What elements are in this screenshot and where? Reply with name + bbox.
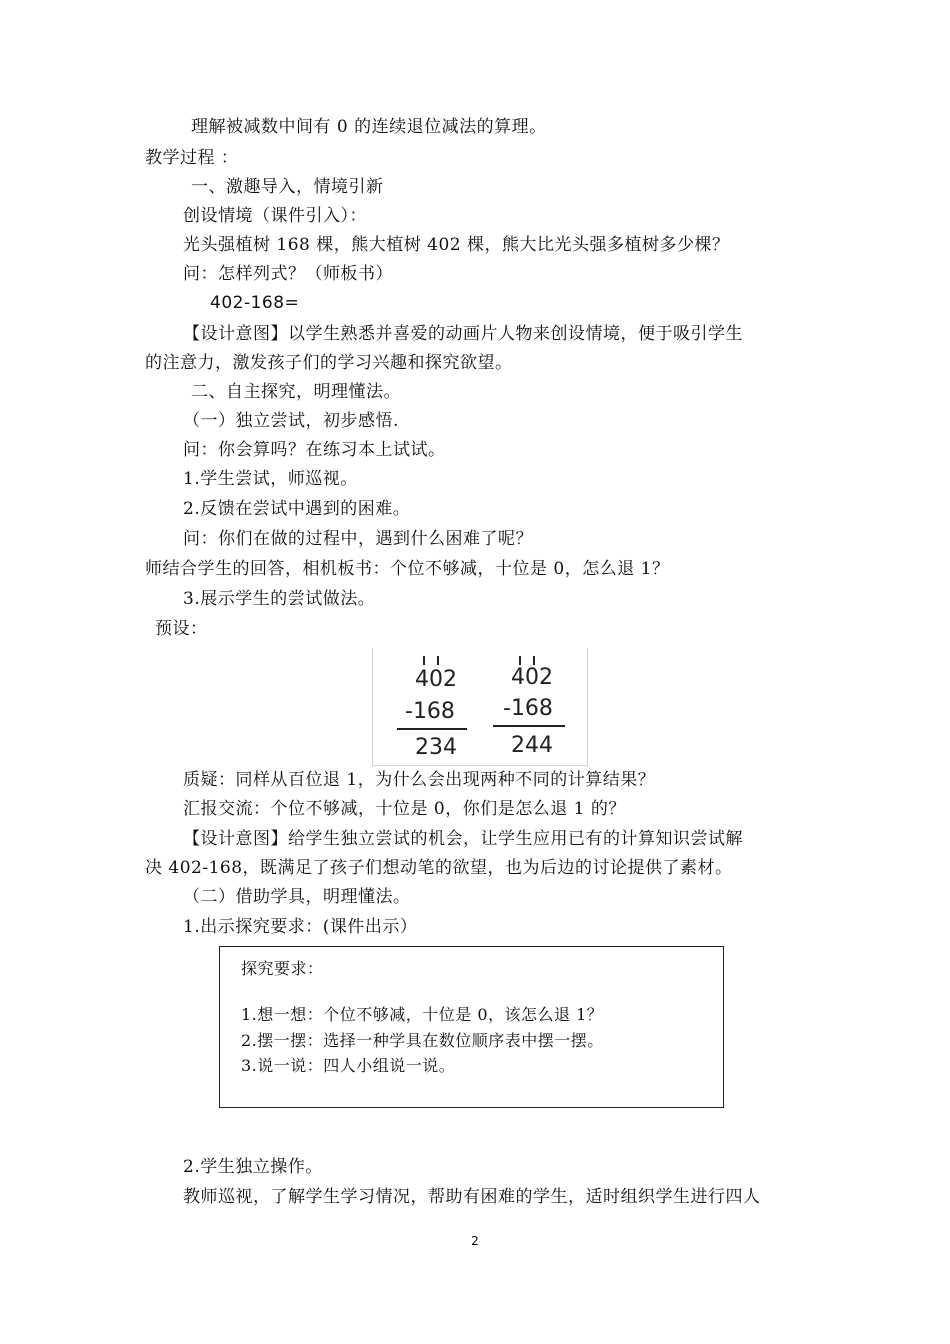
- text-line: 2.反馈在尝试中遇到的困难。: [183, 499, 411, 519]
- section-heading: 二、自主探究，明理懂法。: [191, 382, 401, 402]
- design-intent-cont: 决 402-168，既满足了孩子们想动笔的欲望，也为后边的讨论提供了素材。: [145, 858, 733, 878]
- requirement-item: 3.说一说：四人小组说一说。: [241, 1056, 456, 1075]
- section-heading: 教学过程 ：: [145, 148, 239, 168]
- section-heading: 一、激趣导入，情境引新: [191, 177, 384, 197]
- text-line: 创设情境（课件引入）：: [183, 206, 367, 226]
- result-line: [397, 728, 467, 730]
- equation: 402-168=: [210, 293, 300, 313]
- borrow-mark: [519, 656, 521, 665]
- requirements-title: 探究要求：: [241, 959, 324, 978]
- result-line: [493, 725, 565, 727]
- requirement-item: 1.想一想：个位不够减，十位是 0，该怎么退 1？: [241, 1005, 604, 1024]
- vertical-calc-right: [491, 648, 581, 765]
- design-intent-cont: 的注意力，激发孩子们的学习兴趣和探究欲望。: [145, 353, 513, 373]
- minuend: 402: [511, 665, 553, 690]
- requirement-item: 2.摆一摆：选择一种学具在数位顺序表中摆一摆。: [241, 1031, 604, 1050]
- text-line: 师结合学生的回答，相机板书：个位不够减，十位是 0，怎么退 1？: [145, 559, 670, 579]
- text-line: 1.出示探究要求：(课件出示）: [183, 917, 418, 937]
- vertical-calc-left: [395, 648, 485, 765]
- requirements-box: [219, 946, 724, 1108]
- subsection-heading: （二）借助学具，明理懂法。: [183, 887, 411, 907]
- text-line: 理解被减数中间有 0 的连续退位减法的算理。: [191, 117, 547, 137]
- design-intent: 【设计意图】给学生独立尝试的机会，让学生应用已有的计算知识尝试解: [183, 829, 743, 849]
- text-line: 问：怎样列式？（师板书）: [183, 264, 393, 284]
- text-line: 问：你们在做的过程中，遇到什么困难了呢？: [183, 529, 533, 549]
- result: 234: [415, 735, 457, 760]
- borrow-mark: [423, 656, 425, 665]
- subtrahend: -168: [503, 696, 553, 721]
- text-line: 汇报交流：个位不够减，十位是 0，你们是怎么退 1 的？: [183, 799, 626, 819]
- minuend: 402: [415, 667, 457, 692]
- text-line: 预设：: [155, 619, 208, 639]
- subtraction-figure: [372, 648, 588, 766]
- design-intent: 【设计意图】以学生熟悉并喜爱的动画片人物来创设情境，便于吸引学生: [183, 324, 743, 344]
- text-line: 问：你会算吗？在练习本上试试。: [183, 440, 446, 460]
- borrow-mark: [533, 656, 535, 665]
- borrow-mark: [437, 656, 439, 665]
- text-line: 光头强植树 168 棵，熊大植树 402 棵，熊大比光头强多植树多少棵？: [183, 235, 730, 255]
- text-line: 质疑：同样从百位退 1，为什么会出现两种不同的计算结果？: [183, 770, 656, 790]
- text-line: 1.学生尝试，师巡视。: [183, 469, 358, 489]
- subtrahend: -168: [405, 699, 455, 724]
- text-line: 3.展示学生的尝试做法。: [183, 589, 376, 609]
- result: 244: [511, 733, 553, 758]
- text-line: 2.学生独立操作。: [183, 1157, 323, 1177]
- subsection-heading: （一）独立尝试，初步感悟.: [183, 411, 399, 431]
- page-number: 2: [471, 1234, 479, 1248]
- text-line: 教师巡视，了解学生学习情况，帮助有困难的学生，适时组织学生进行四人: [183, 1187, 761, 1207]
